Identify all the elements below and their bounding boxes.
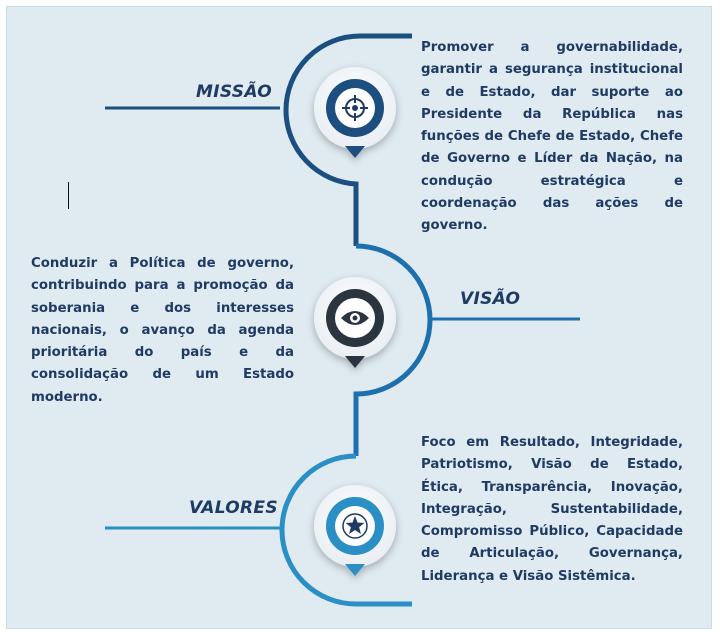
text-cursor xyxy=(68,182,69,209)
missao-pin xyxy=(314,67,396,158)
missao-text: Promover a governabilidade, garantir a segurança institucional e de Estado, dar suporte ao Presidente da República nas funções de Chefe de Estado, Chefe de Governo e Líder da Nação, na condução estratégica e coordenação das ações de governo. xyxy=(421,40,683,234)
missao-label: MISSÃO xyxy=(196,82,273,102)
valores-label: VALORES xyxy=(189,498,278,518)
valores-text: Foco em Resultado, Integridade, Patriotismo, Visão de Estado, Ética, Transparência, Inovação, Integração, Sustentabilidade, Compromisso Público, Capacidade de Articulação, Governança, Liderança e Visão Sistêmica. xyxy=(421,435,683,584)
valores-pin xyxy=(314,485,396,576)
visao-text: Conduzir a Política de governo, contribuindo para a promoção da soberania e dos interesses nacionais, o avanço da agenda prioritária do país e da consolidação de um Estado moderno. xyxy=(31,256,294,405)
visao-label: VISÃO xyxy=(460,289,521,309)
